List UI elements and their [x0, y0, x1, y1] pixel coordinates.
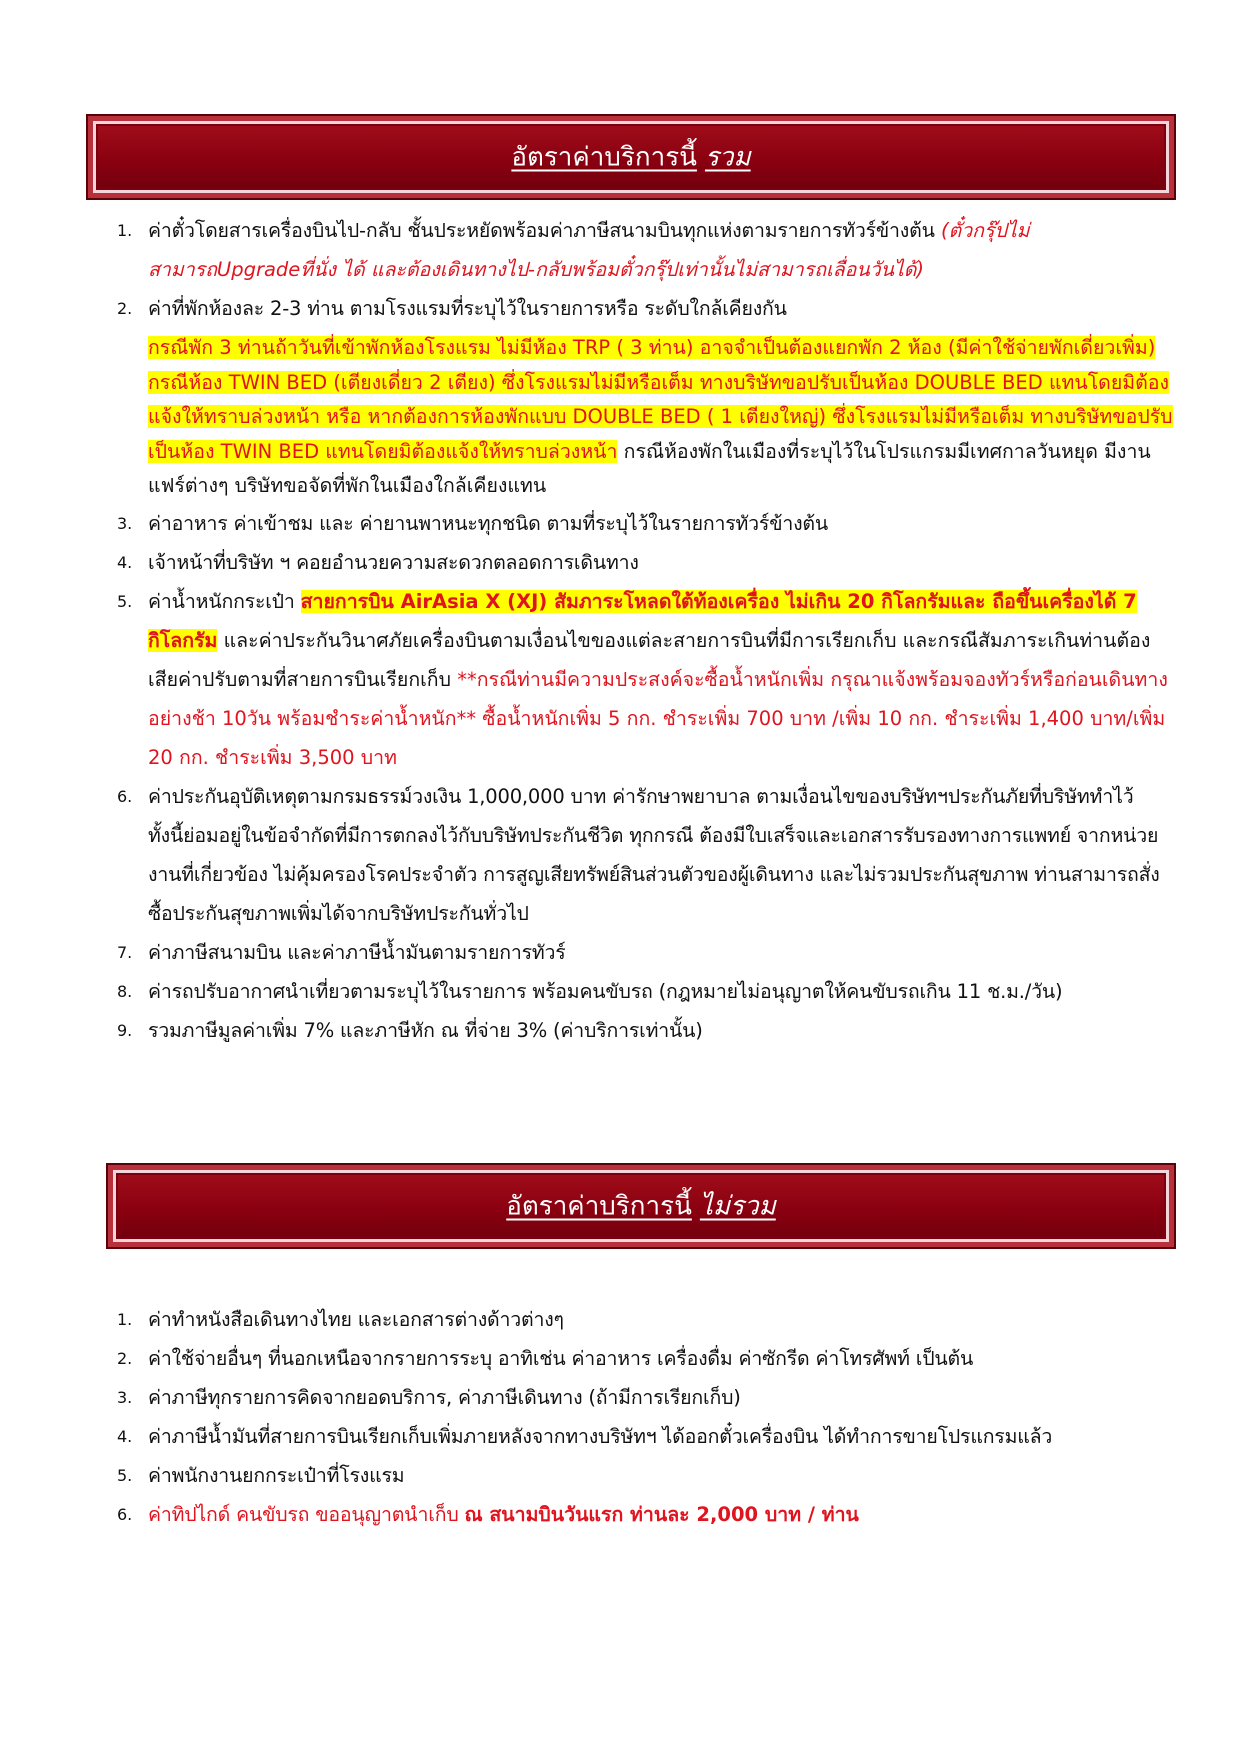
item-tail: กรณีห้องพักในเมืองที่ระบุไว้ในโปรแกรมมีเทศกาลวันหยุด มีงานแฟร์ต่างๆ บริษัทขอจัดที่พักในเมืองใกล้เคียงแทน [148, 439, 1151, 497]
list-item [114, 1417, 1174, 1456]
list-item [114, 972, 1174, 1011]
item-note: (ตั๋วกรุ๊ปไม่สามารถUpgradeที่นั่ง ได้ และต้องเดินทางไป-กลับพร้อมตั๋วกรุ๊ปเท่านั้นไม่สามารถเลื่อนวันได้) [148, 219, 1030, 281]
item-text: ค่าทำหนังสือเดินทางไทย และเอกสารต่างด้าวต่างๆ [148, 1308, 564, 1331]
list-item [114, 1495, 1174, 1534]
excluded-header-title: อัตราค่าบริการนี้ ไม่รวม [506, 1191, 776, 1222]
included-header-banner [86, 114, 1176, 200]
item-number: 3. [117, 513, 133, 533]
list-item [114, 1011, 1174, 1050]
item-number: 4. [117, 552, 133, 572]
item-number: 5. [117, 1466, 133, 1485]
list-item [114, 1456, 1174, 1495]
item-text: ค่าใช้จ่ายอื่นๆ ที่นอกเหนือจากรายการระบุ อาทิเช่น ค่าอาหาร เครื่องดื่ม ค่าซักรีด ค่าโทรศัพท์ เป็นต้น [148, 1347, 974, 1370]
item-text: ค่าภาษีน้ำมันที่สายการบินเรียกเก็บเพิ่มภายหลังจากทางบริษัทฯ ได้ออกตั๋วเครื่องบิน ได้ทำการขายโปรแกรมแล้ว [148, 1425, 1053, 1448]
item-text: ค่าภาษีทุกรายการคิดจากยอดบริการ, ค่าภาษีเดินทาง (ถ้ามีการเรียกเก็บ) [148, 1386, 741, 1409]
item-number: 7. [117, 942, 133, 962]
item-number: 3. [117, 1388, 133, 1407]
item-number: 6. [117, 1505, 133, 1524]
item-number: 1. [117, 221, 133, 240]
item-text: ค่าน้ำหนักกระเป๋า [148, 589, 301, 613]
item-text: เจ้าหน้าที่บริษัท ฯ คอยอำนวยความสะดวกตลอดการเดินทาง [148, 550, 639, 574]
list-item [114, 543, 1174, 582]
item-text: ค่าอาหาร ค่าเข้าชม และ ค่ายานพาหนะทุกชนิด ตามที่ระบุไว้ในรายการทัวร์ข้างต้น [148, 511, 829, 535]
item-number: 9. [117, 1020, 133, 1040]
item-highlight: สายการบิน AirAsia X (XJ) สัมภาระโหลดใต้ท้องเครื่อง ไม่เกิน 20 กิโลกรัมและ ถือขึ้นเครื่องได้ 7 กิโลกรัม [148, 589, 1137, 652]
item-number: 2. [117, 1349, 133, 1368]
item-number: 5. [117, 591, 133, 611]
item-tail: และค่าประกันวินาศภัยเครื่องบินตามเงื่อนไขของแต่ละสายการบินที่มีการเรียกเก็บ และกรณีสัมภาระเกินท่านต้องเสียค่าปรับตามที่สายการบินเรียกเก็บ [148, 628, 1151, 691]
item-note: **กรณีท่านมีความประสงค์จะซื้อน้ำหนักเพิ่ม กรุณาแจ้งพร้อมจองทัวร์หรือก่อนเดินทางอย่างช้า 10วัน พร้อมชำระค่าน้ำหนัก** ซื้อน้ำหนักเพิ่ม 5 กก. ชำระเพิ่ม 700 บาท /เพิ่ม 10 กก. ชำระเพิ่ม 1,400 บาท/เพิ่ม 20 กก. ชำระเพิ่ม 3,500 บาท [148, 667, 1168, 769]
list-item [114, 289, 1174, 504]
list-item [114, 1378, 1174, 1417]
item-number: 6. [117, 786, 133, 806]
item-text: ค่าที่พักห้องละ 2-3 ท่าน ตามโรงแรมที่ระบุไว้ในรายการหรือ ระดับใกล้เคียงกัน [148, 297, 787, 320]
excluded-list [114, 1300, 1174, 1534]
item-text: ค่าภาษีสนามบิน และค่าภาษีน้ำมันตามรายการทัวร์ [148, 940, 566, 964]
list-item [114, 211, 1174, 289]
list-item [114, 1339, 1174, 1378]
item-bold-note: ณ สนามบินวันแรก ท่านละ 2,000 บาท / ท่าน [464, 1503, 859, 1526]
list-item [114, 1300, 1174, 1339]
included-header-title: อัตราค่าบริการนี้ รวม [511, 142, 751, 173]
item-text: ค่าทิปไกด์ คนขับรถ ขออนุญาตนำเก็บ [148, 1503, 465, 1526]
item-text: ค่ารถปรับอากาศนำเที่ยวตามระบุไว้ในรายการ พร้อมคนขับรถ (กฎหมายไม่อนุญาตให้คนขับรถเกิน 11 ช.ม./วัน) [148, 979, 1063, 1003]
list-item [114, 933, 1174, 972]
list-item [114, 777, 1174, 933]
item-text: ค่าตั๋วโดยสารเครื่องบินไป-กลับ ชั้นประหยัดพร้อมค่าภาษีสนามบินทุกแห่งตามรายการทัวร์ข้างต้น [148, 219, 935, 242]
item-number: 8. [117, 981, 133, 1001]
item-number: 1. [117, 1310, 133, 1329]
item-number: 2. [117, 299, 133, 318]
list-item [114, 504, 1174, 543]
list-item [114, 582, 1174, 777]
item-number: 4. [117, 1427, 133, 1446]
item-text: ค่าประกันอุบัติเหตุตามกรมธรรม์วงเงิน 1,000,000 บาท ค่ารักษาพยาบาล ตามเงื่อนไขของบริษัทฯประกันภัยที่บริษัททำไว้ ทั้งนี้ย่อมอยู่ในข้อจำกัดที่มีการตกลงไว้กับบริษัทประกันชีวิต ทุกกรณี ต้องมีใบเสร็จและเอกสารรับรองทางการแพทย์ จากหน่วยงานที่เกี่ยวข้อง ไม่คุ้มครองโรคประจำตัว การสูญเสียทรัพย์สินส่วนตัวของผู้เดินทาง และไม่รวมประกันสุขภาพ ท่านสามารถสั่งซื้อประกันสุขภาพเพิ่มได้จากบริษัทประกันทั่วไป [148, 784, 1160, 925]
item-text: รวมภาษีมูลค่าเพิ่ม 7% และภาษีหัก ณ ที่จ่าย 3% (ค่าบริการเท่านั้น) [148, 1018, 703, 1042]
item-text: ค่าพนักงานยกกระเป๋าที่โรงแรม [148, 1464, 405, 1487]
excluded-header-banner [106, 1163, 1176, 1249]
item-highlight: กรณีพัก 3 ท่านถ้าวันที่เข้าพักห้องโรงแรม ไม่มีห้อง TRP ( 3 ท่าน) อาจจำเป็นต้องแยกพัก 2 ห้อง (มีค่าใช้จ่ายพักเดี่ยวเพิ่ม) กรณีห้อง TWIN BED (เตียงเดี่ยว 2 เตียง) ซึ่งโรงแรมไม่มีหรือเต็ม ทางบริษัทขอปรับเป็นห้อง DOUBLE BED แทนโดยมิต้องแจ้งให้ทราบล่วงหน้า หรือ หากต้องการห้องพักแบบ DOUBLE BED ( 1 เตียงใหญ่) ซึ่งโรงแรมไม่มีหรือเต็ม ทางบริษัทขอปรับเป็นห้อง TWIN BED แทนโดยมิต้องแจ้งให้ทราบล่วงหน้า [148, 336, 1173, 463]
included-list [114, 211, 1174, 1050]
